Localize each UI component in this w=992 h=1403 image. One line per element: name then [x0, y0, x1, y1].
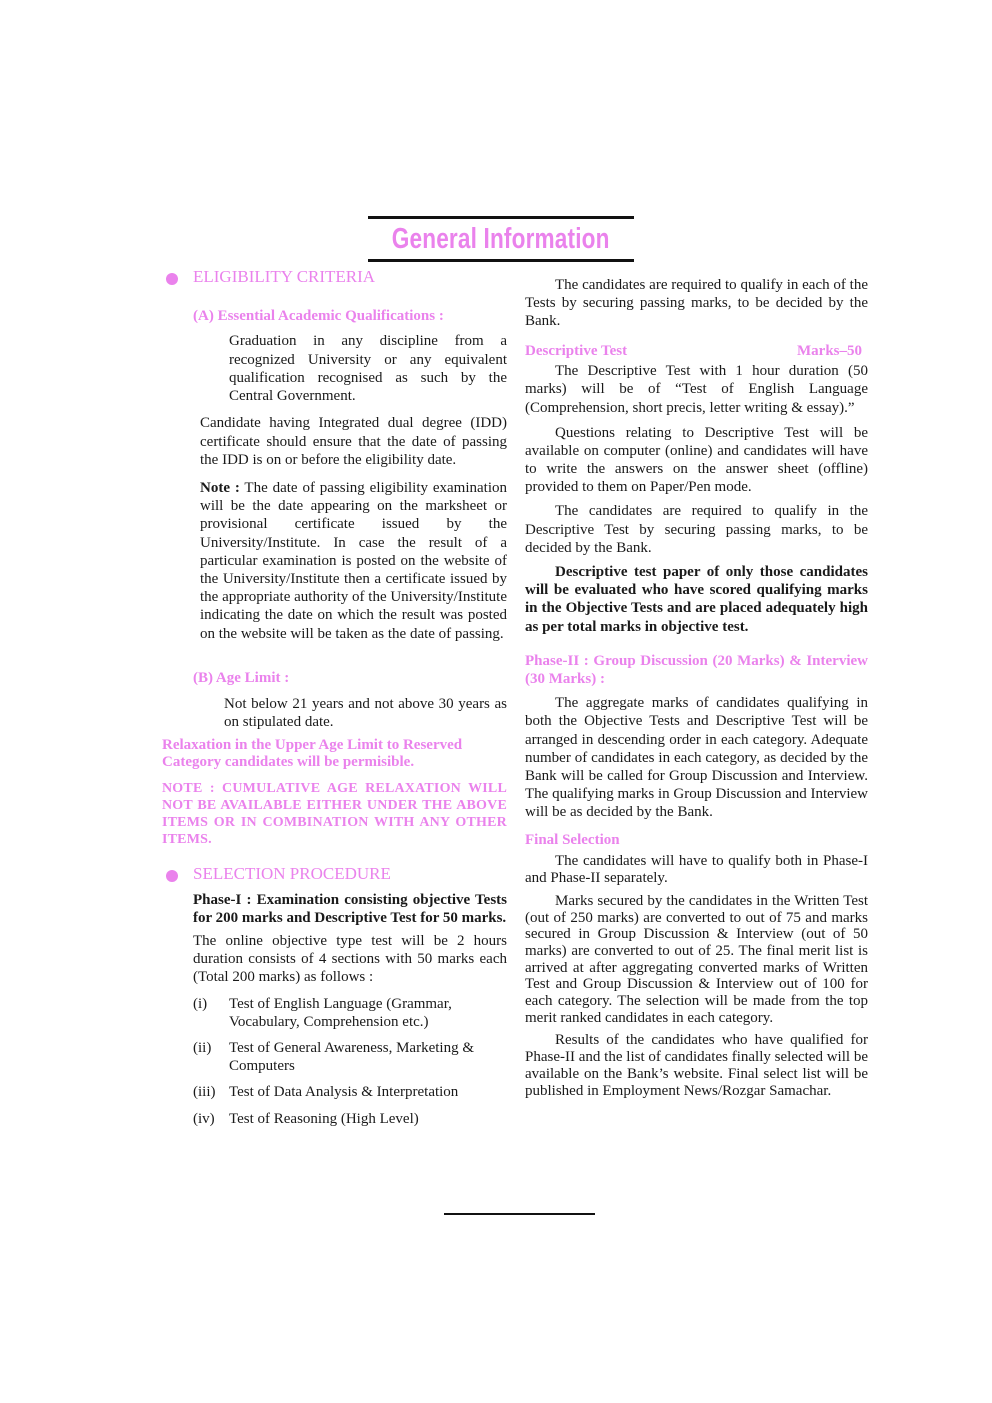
page-title: General Information [392, 222, 610, 255]
footer-rule [444, 1213, 595, 1215]
age-text: Not below 21 years and not above 30 years as on stipulated date. [224, 696, 507, 731]
academic-text: Graduation in any discipline from a recognized University or any equivalent qualification recognised as such by the Central Government. [229, 333, 507, 405]
phase2-text: The aggregate marks of candidates qualifying in both the Objective Tests and Descriptive Test will be arranged in descending order in each category. Adequate number of candidates in each category, as decided by the Bank will be called for Group Discussion and Interview. The qualifying marks in Group Discussion and Interview will be as decided by the Bank. [525, 695, 868, 821]
phase2-heading: Phase-II : Group Discussion (20 Marks) & Interview (30 Marks) : [525, 652, 868, 688]
qualify-text: The candidates are required to qualify in each of the Tests by securing passing marks, to be decided by the Bank. [525, 277, 868, 330]
qualify-descriptive-text: The candidates are required to qualify in the Descriptive Test by securing passing marks, to be decided by the Bank. [525, 503, 868, 556]
bullet-icon [166, 870, 178, 882]
descriptive-heading-row [525, 342, 868, 360]
list-item [162, 1039, 507, 1075]
questions-text: Questions relating to Descriptive Test will be available on computer (online) and candidates will have to write the answers on the answer sheet (offline) provided to them on Paper/Pen mode. [525, 424, 868, 496]
list-item-text: Test of Data Analysis & Interpretation [229, 1084, 459, 1101]
list-item-text: Test of General Awareness, Marketing & Computers [229, 1040, 474, 1075]
evaluation-note: Descriptive test paper of only those candidates will be evaluated who have scored qualifying marks in the Objective Tests and are placed adequately high as per total marks in objective test. [525, 564, 868, 635]
list-item-text: Test of Reasoning (High Level) [229, 1110, 419, 1127]
descriptive-text: The Descriptive Test with 1 hour duration (50 marks) will be of “Test of English Language (Comprehension, short precis, letter writing & essay).” [525, 362, 868, 416]
note-paragraph [162, 479, 507, 643]
list-item-number: (iv) [193, 1110, 215, 1127]
final-text-2: Marks secured by the candidates in the Written Test (out of 250 marks) are converted to out of 75 and marks secured in Group Discussion & Interview (out of 50 marks) are converted to out of 25. The final merit list is arrived at after aggregating converted marks of Written Test and Group Discussion & Interview out of 100 for each category. The selection will be made from the top merit ranked candidates in each category. [525, 892, 868, 1026]
list-item [162, 995, 507, 1031]
left-column [162, 268, 507, 1128]
cumulative-note: NOTE : CUMULATIVE AGE RELAXATION WILL NOT BE AVAILABLE EITHER UNDER THE ABOVE ITEMS OR IN COMBINATION WITH ANY OTHER ITEMS. [162, 781, 507, 848]
final-text-3: Results of the candidates who have qualified for Phase-II and the list of candidates finally selected will be available on the Bank’s website. Final select list will be published in Employment News/Rozgar Samachar. [525, 1032, 868, 1099]
final-selection-heading: Final Selection [525, 831, 620, 848]
list-item-number: (iii) [193, 1084, 216, 1101]
list-item-number: (i) [193, 995, 208, 1012]
note-text: The date of passing eligibility examination will be the date appearing on the marksheet or provisional certificate issued by the University/Institute. In case the result of a particular examination is posted on the website of the University/Institute then a certificate issued by the appropriate authority of the University/Institute indicating the date on which the result was posted on the website will be taken as the date of passing. [200, 480, 508, 642]
right-column [525, 276, 868, 1099]
phase1-text: The online objective type test will be 2 hours duration consists of 4 sections with 50 marks each (Total 200 marks) as follows : [193, 933, 507, 986]
eligibility-heading [162, 268, 507, 286]
tests-list [162, 995, 507, 1128]
list-item-number: (ii) [193, 1040, 212, 1057]
selection-heading [162, 865, 507, 883]
age-heading: (B) Age Limit : [193, 669, 290, 686]
academic-heading: (A) Essential Academic Qualifications : [193, 308, 444, 325]
bullet-icon [166, 273, 178, 285]
descriptive-heading: Descriptive Test [525, 342, 628, 359]
list-item [162, 1083, 507, 1101]
phase1-heading: Phase-I : Examination consisting objective Tests for 200 marks and Descriptive Test for 50 marks. [193, 891, 507, 926]
descriptive-marks: Marks–50 [797, 342, 862, 359]
idd-text: Candidate having Integrated dual degree (IDD) certificate should ensure that the date of passing the IDD is on or before the eligibility date. [200, 415, 507, 469]
relaxation-text: Relaxation in the Upper Age Limit to Reserved Category candidates will be permisible. [162, 737, 463, 771]
eligibility-heading-text: ELIGIBILITY CRITERIA [193, 267, 376, 286]
note-label: Note : [200, 480, 240, 496]
page-title-box [368, 216, 634, 262]
final-text-1: The candidates will have to qualify both in Phase-I and Phase-II separately. [525, 852, 868, 886]
list-item-text: Test of English Language (Grammar, Vocabulary, Comprehension etc.) [229, 995, 452, 1030]
selection-heading-text: SELECTION PROCEDURE [193, 864, 391, 884]
list-item [162, 1110, 507, 1128]
